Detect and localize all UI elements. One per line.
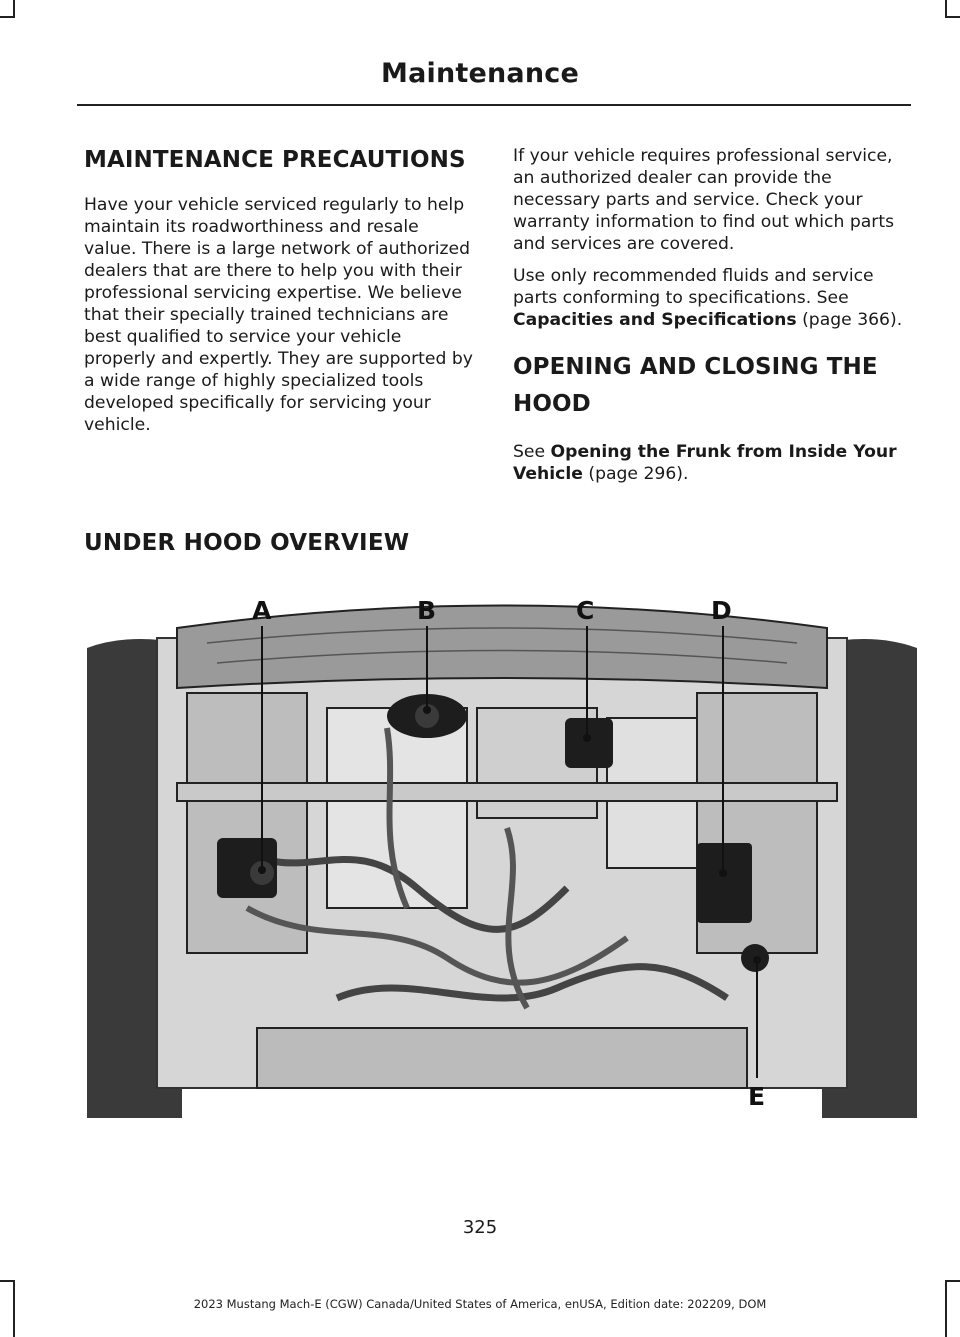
precautions-paragraph: Have your vehicle serviced regularly to help maintain its roadworthiness and resale value. There is a large network of authorized dealers that are there to help you with their professional servicing expertise. We believe that their specially trained technicians are best qualified to service your vehicle properly and expertly. They are supported by a wide range of highly specialized tools developed specifically for servicing your vehicle.: [84, 195, 473, 435]
under-hood-illustration: [87, 588, 917, 1118]
callout-d: D: [711, 596, 732, 625]
callout-b: B: [417, 596, 437, 625]
left-column: [84, 145, 474, 446]
crop-mark: [945, 1280, 960, 1282]
callout-a: A: [252, 596, 272, 625]
service-paragraph: If your vehicle requires professional service, an authorized dealer can provide the necessary parts and service. Check your warranty information to find out which parts and services are covered.: [513, 146, 895, 254]
hood-heading-line1: OPENING AND CLOSING THE: [513, 354, 878, 380]
section-heading-hood: [513, 349, 903, 423]
fluids-text: Use only recommended fluids and service parts conforming to specifications. See: [513, 266, 874, 308]
page-number: 325: [462, 1217, 498, 1238]
right-column: [513, 145, 903, 495]
footer-text: 2023 Mustang Mach-E (CGW) Canada/United States of America, enUSA, Edition date: 202209, DOM: [193, 1297, 767, 1311]
frunk-paragraph: [513, 441, 903, 485]
capacities-link[interactable]: Capacities and Specifications: [513, 310, 797, 330]
fluids-paragraph: [513, 265, 903, 331]
capacities-page-ref: (page 366).: [802, 310, 903, 330]
section-heading-precautions: MAINTENANCE PRECAUTIONS: [84, 147, 466, 173]
frunk-link[interactable]: Opening the Frunk from Inside Your Vehicle: [513, 442, 897, 484]
frunk-see: See: [513, 442, 546, 462]
section-heading-overview: UNDER HOOD OVERVIEW: [84, 530, 410, 556]
header-rule: [77, 104, 911, 106]
frunk-page-ref: (page 296).: [588, 464, 689, 484]
callout-c: C: [576, 596, 595, 625]
crop-mark: [0, 16, 15, 18]
crop-mark: [0, 1280, 15, 1282]
callout-e: E: [748, 1082, 766, 1111]
hood-heading-line2: HOOD: [513, 391, 591, 417]
crop-mark: [945, 16, 960, 18]
page-header-title: Maintenance: [381, 58, 579, 89]
